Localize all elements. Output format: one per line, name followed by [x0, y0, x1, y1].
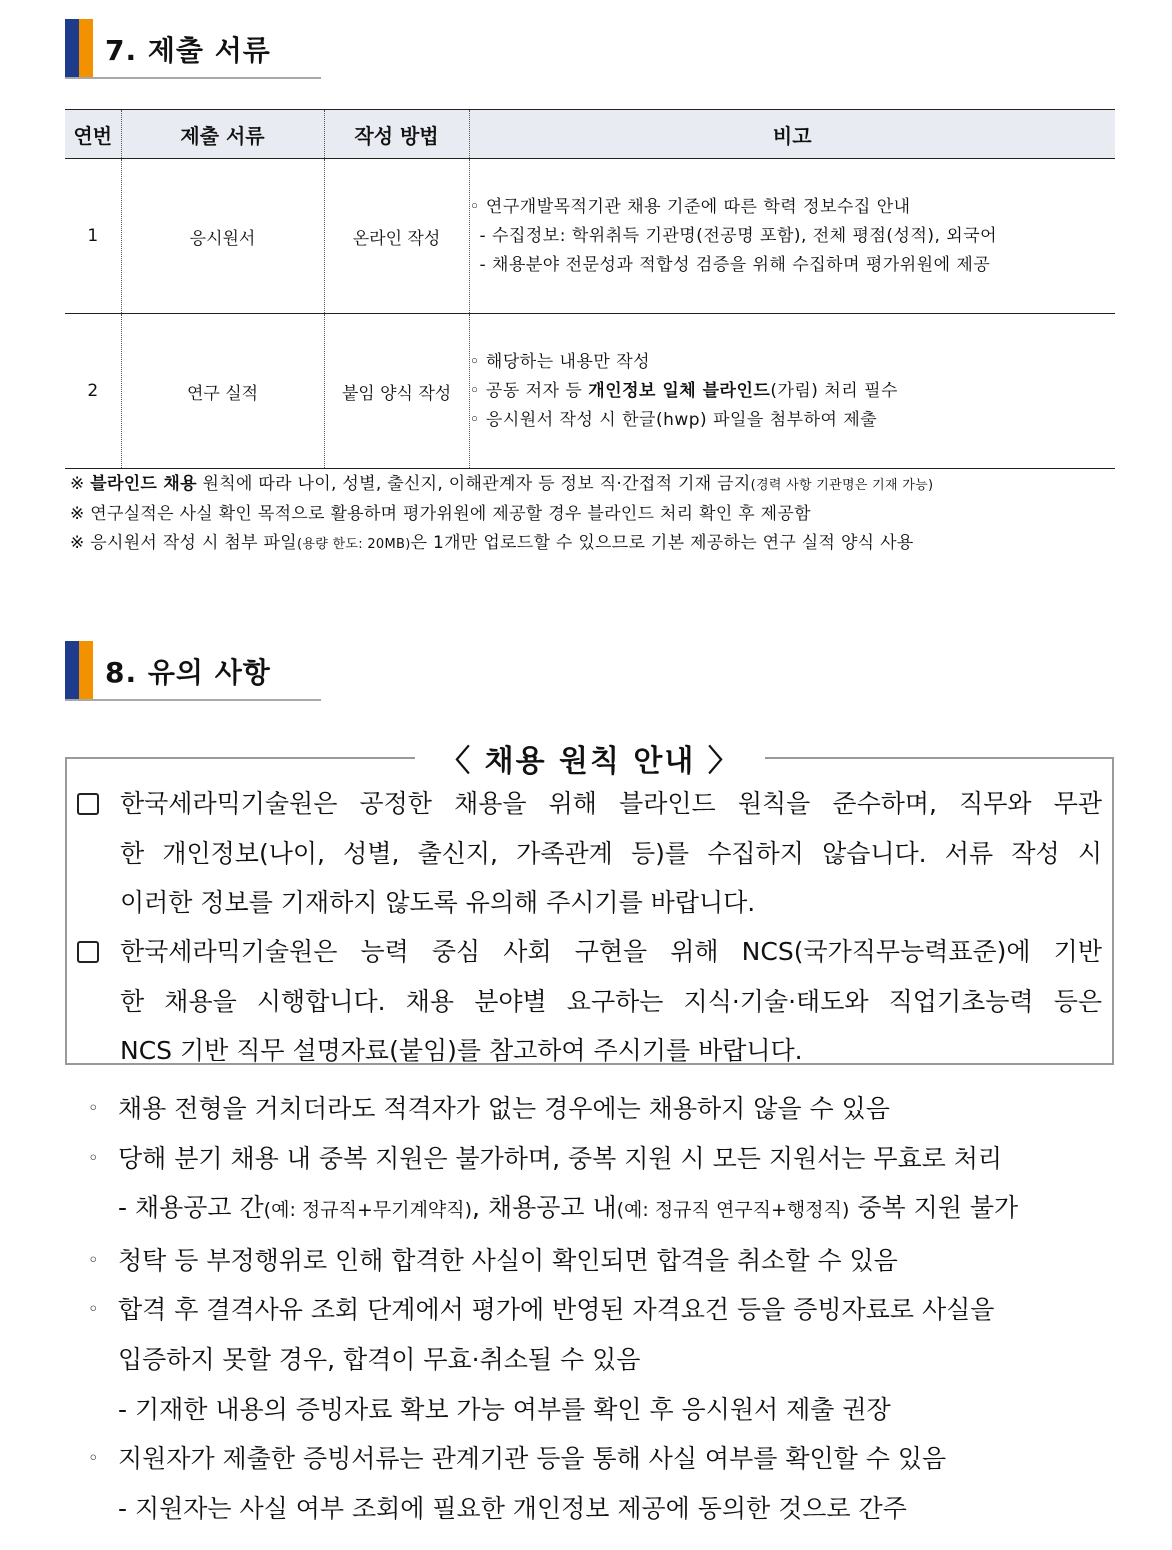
guide-line: 한 개인정보(나이, 성별, 출신지, 가족관계 등)를 수집하지 않습니다. 서류 작성 시 [120, 838, 1102, 868]
note-small: (경력 사항 기관명은 기재 가능) [750, 478, 934, 493]
header-remarks: 비고 [469, 110, 1115, 159]
section-marker-orange [79, 641, 93, 699]
checkbox-square-icon [77, 941, 99, 963]
guide-line: 한 채용을 시행합니다. 채용 분야별 요구하는 지식·기술·태도와 직업기초능력 등은 [120, 986, 1102, 1016]
remark-line: ◦ 응시원서 작성 시 한글(hwp) 파일을 첨부하여 제출 [469, 409, 878, 430]
list-item [88, 1285, 1018, 1335]
bullet-icon: ◦ [88, 1448, 99, 1470]
guide-title: 〈 채용 원칙 안내 〉 [415, 736, 765, 780]
sub-small: (예: 정규직 연구직+행정직) [616, 1199, 850, 1222]
list-item-text: 채용 전형을 거치더라도 적격자가 없는 경우에는 채용하지 않을 수 있음 [118, 1094, 890, 1123]
row-method: 온라인 작성 [324, 159, 469, 314]
note-text: 은 1개만 업로드할 수 있으므로 기본 제공하는 연구 실적 양식 사용 [410, 533, 914, 553]
bullet-icon: ◦ [88, 1249, 99, 1271]
list-item-text: 당해 분기 채용 내 중복 지원은 불가하며, 중복 지원 시 모든 지원서는 무효로 처리 [118, 1143, 1003, 1173]
guide-line: 이러한 정보를 기재하지 않도록 유의해 주시기를 바랍니다. [120, 888, 756, 917]
row-remarks [469, 314, 1115, 469]
row-no: 2 [65, 314, 121, 469]
note-3 [70, 529, 933, 559]
row-doc: 연구 실적 [121, 314, 324, 469]
guide-line: 한국세라믹기술원은 공정한 채용을 위해 블라인드 원칙을 준수하며, 직무와 무관 [120, 789, 1102, 818]
note-text: ※ 응시원서 작성 시 첨부 파일 [70, 533, 298, 553]
remark-line: - 수집정보: 학위취득 기관명(전공명 포함), 전체 평점(성적), 외국어 [479, 225, 998, 246]
header-doc: 제출 서류 [121, 110, 324, 159]
table-row [65, 159, 1115, 314]
bullet-icon: ◦ [88, 1147, 99, 1169]
recruitment-principles-box [65, 757, 1114, 1065]
section-marker-blue [65, 641, 79, 699]
remark-line: ◦ 연구개발목적기관 채용 기준에 따른 학력 정보수집 안내 [469, 196, 911, 217]
note-2: ※ 연구실적은 사실 확인 목적으로 활용하며 평가위원에 제공할 경우 블라인드 처리 확인 후 제공함 [70, 504, 811, 524]
remark-line: - 채용분야 전문성과 적합성 검증을 위해 수집하며 평가위원에 제공 [479, 254, 991, 275]
notice-list [88, 1084, 1018, 1533]
section7-header [65, 19, 321, 79]
section7-title: 7. 제출 서류 [105, 34, 271, 67]
header-method: 작성 방법 [324, 110, 469, 159]
sub-text: 중복 지원 불가 [849, 1193, 1019, 1223]
remark-text: (가림) 처리 필수 [770, 380, 898, 401]
list-item-text: 합격 후 결격사유 조회 단계에서 평가에 반영된 자격요건 등을 증빙자료로 사실을 [118, 1295, 995, 1325]
row-remarks [469, 159, 1115, 314]
row-doc: 응시원서 [121, 159, 324, 314]
remark-text: ◦ 공동 저자 등 [469, 380, 589, 401]
section8-header [65, 641, 321, 701]
bullet-icon: ◦ [88, 1098, 99, 1119]
remark-line: ◦ 해당하는 내용만 작성 [469, 351, 651, 372]
row-method: 붙임 양식 작성 [324, 314, 469, 469]
list-item [88, 1134, 1018, 1184]
sub-small: (예: 정규직+무기계약직) [263, 1199, 473, 1222]
note-mark: ※ [70, 474, 91, 494]
remark-line [470, 377, 1116, 406]
guide-item [77, 779, 1102, 928]
section-marker-blue [65, 19, 79, 77]
guide-item-text [120, 779, 1102, 928]
list-item-text: 지원자가 제출한 증빙서류는 관계기관 등을 통해 사실 여부를 확인할 수 있음 [118, 1444, 947, 1474]
checkbox-square-icon [77, 793, 99, 815]
note-text: 원칙에 따라 나이, 성별, 출신지, 이해관계자 등 정보 직·간접적 기재 금지 [196, 474, 751, 494]
guide-item [77, 927, 1102, 1076]
list-item [88, 1236, 1018, 1286]
note-bold: 블라인드 채용 [90, 474, 197, 494]
table-row [65, 314, 1115, 469]
list-item [88, 1434, 1018, 1484]
section-marker-orange [79, 19, 93, 77]
header-no: 연번 [65, 110, 121, 159]
row-no: 1 [65, 159, 121, 314]
list-subitem: - 기재한 내용의 증빙자료 확보 가능 여부를 확인 후 응시원서 제출 권장 [118, 1394, 891, 1424]
list-subitem: - 지원자는 사실 여부 조회에 필요한 개인정보 제공에 동의한 것으로 간주 [118, 1493, 907, 1523]
section8-title: 8. 유의 사항 [105, 656, 271, 689]
table-notes [70, 470, 933, 559]
sub-text: , 채용공고 내 [472, 1193, 617, 1223]
table-header-row [65, 110, 1115, 159]
remark-bold: 개인정보 일체 블라인드 [588, 380, 771, 401]
bullet-icon: ◦ [88, 1299, 99, 1321]
list-item-continuation: 입증하지 못할 경우, 합격이 무효·취소될 수 있음 [118, 1344, 641, 1374]
list-item [88, 1084, 1018, 1134]
guide-line: 한국세라믹기술원은 능력 중심 사회 구현을 위해 NCS(국가직무능력표준)에 기반 [120, 937, 1102, 966]
list-item-text: 청탁 등 부정행위로 인해 합격한 사실이 확인되면 합격을 취소할 수 있음 [118, 1245, 898, 1275]
documents-table [65, 109, 1115, 469]
list-subitem [88, 1183, 1018, 1236]
note-1 [70, 470, 933, 500]
sub-text: - 채용공고 간 [118, 1193, 264, 1223]
note-small: (용량 한도: 20MB) [297, 537, 411, 552]
guide-line: NCS 기반 직무 설명자료(붙임)를 참고하여 주시기를 바랍니다. [120, 1036, 803, 1065]
guide-item-text [120, 927, 1102, 1076]
